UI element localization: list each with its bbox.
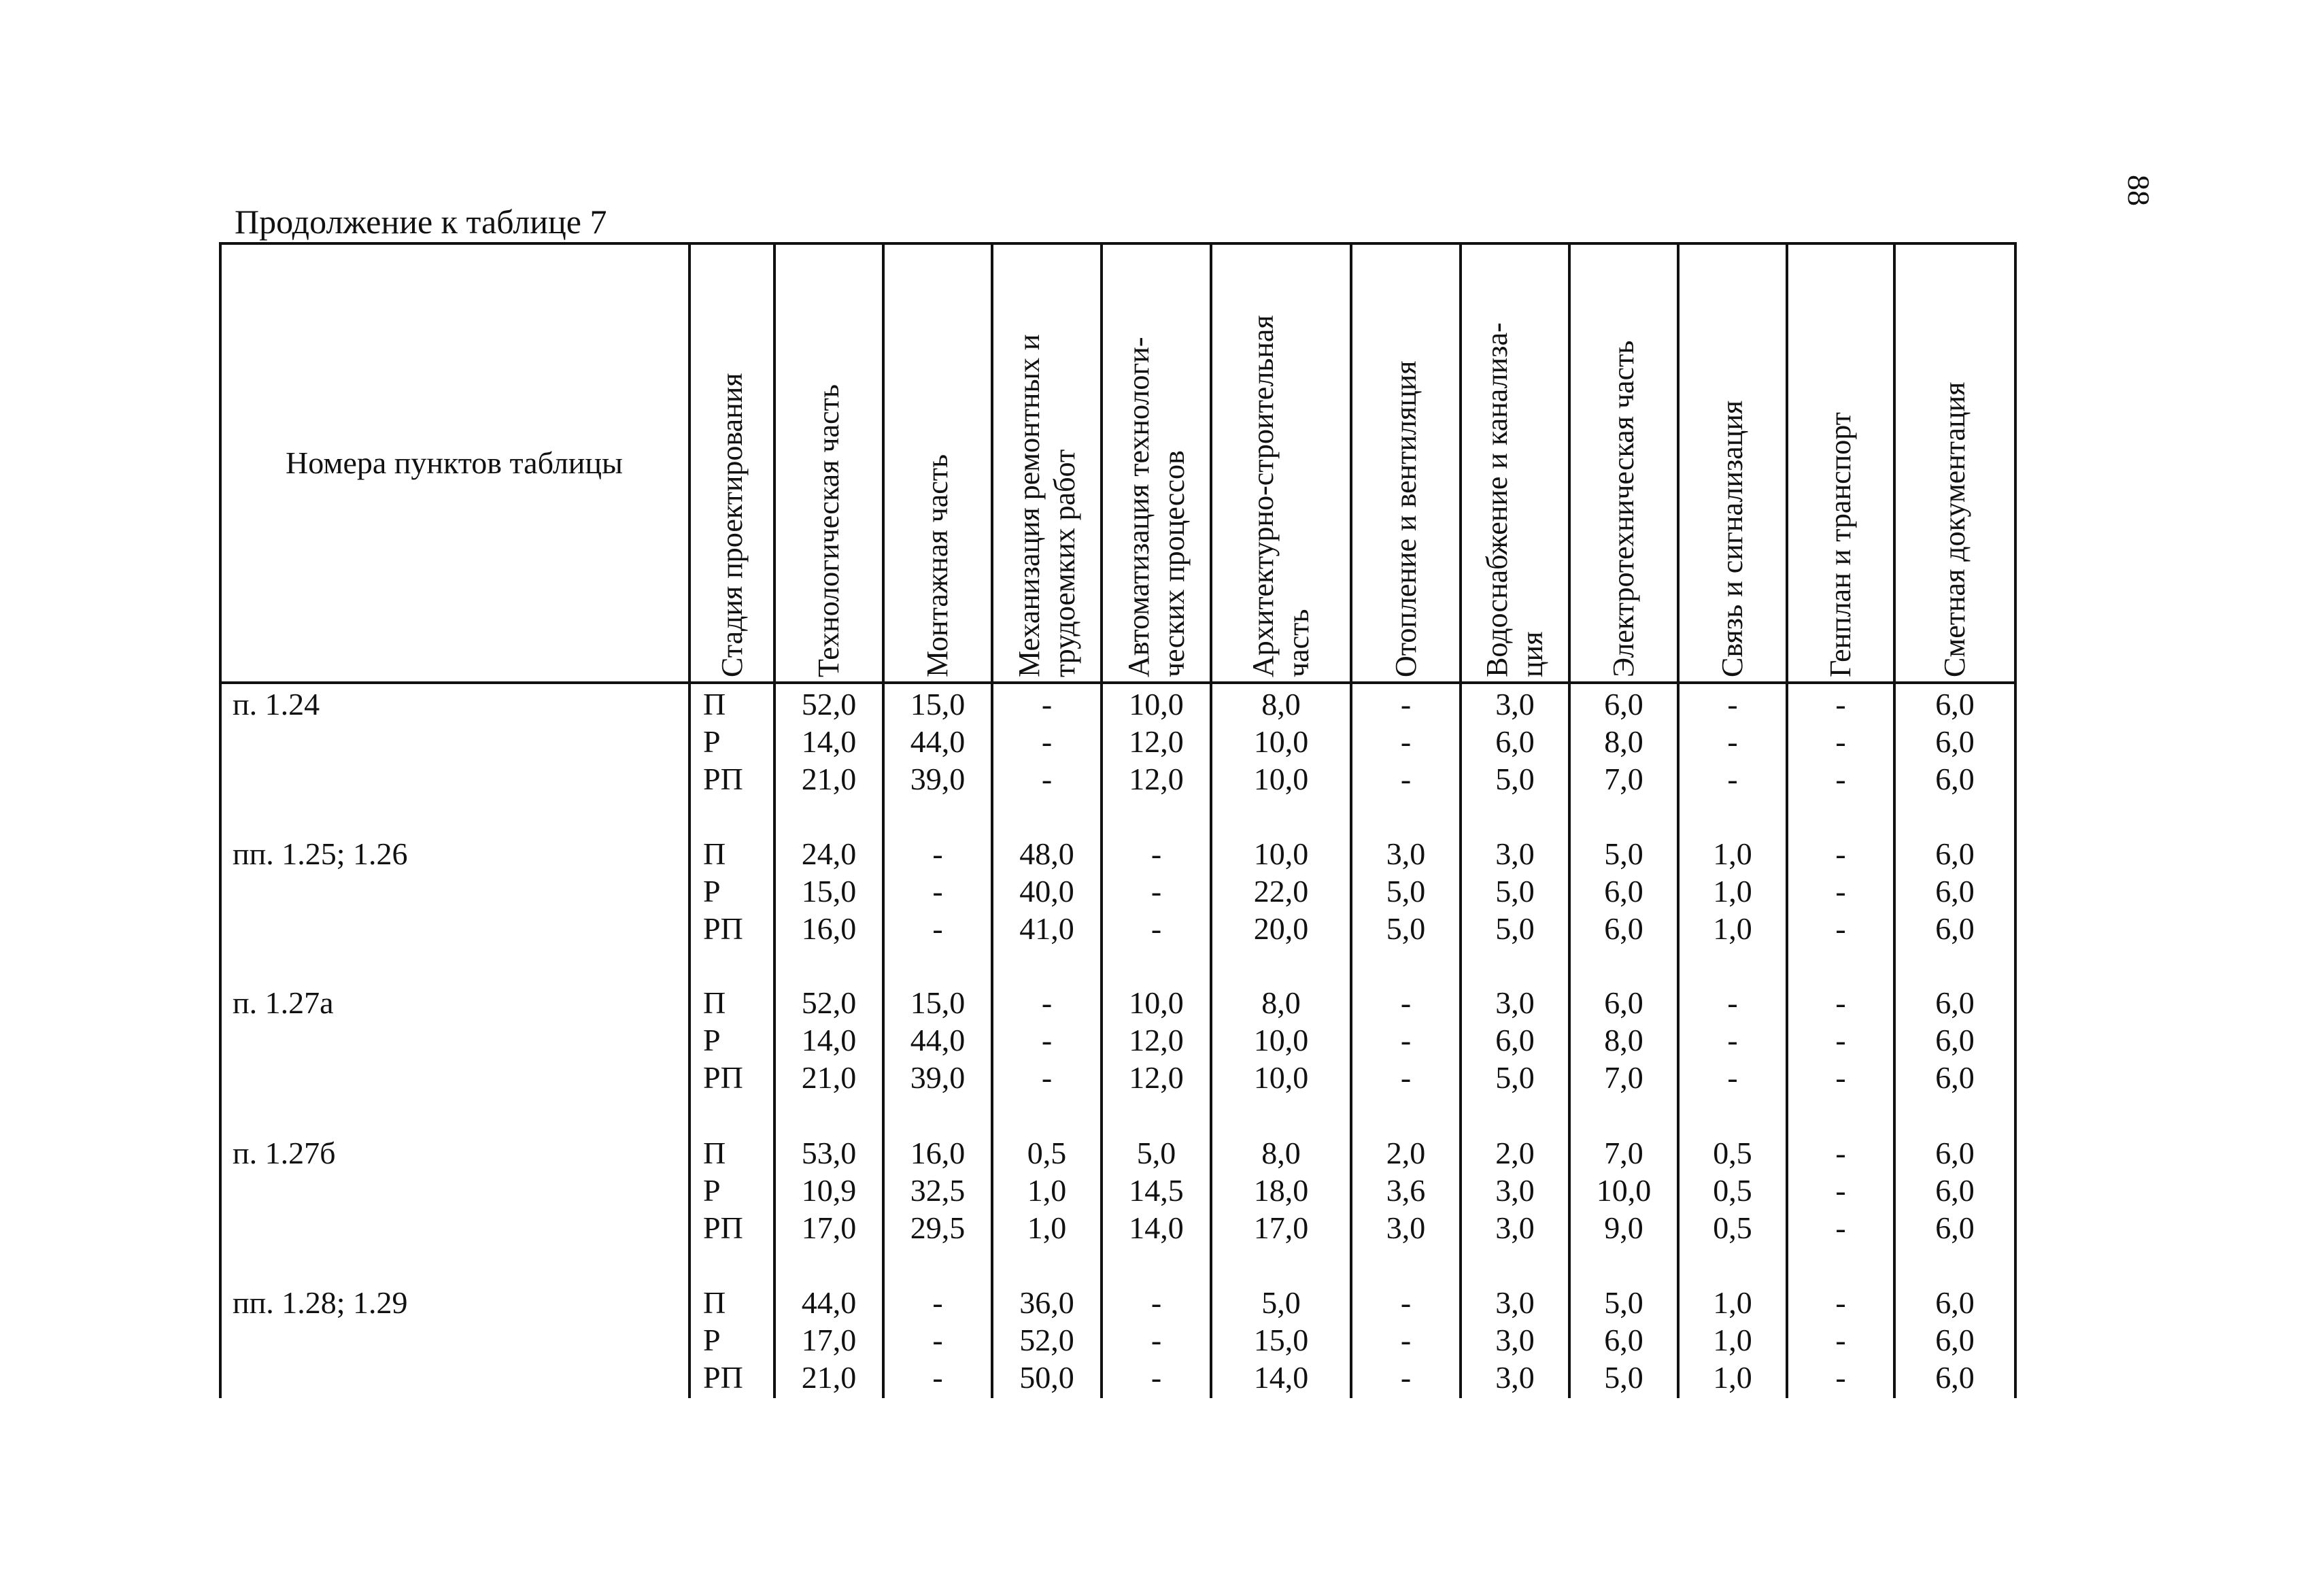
- value-cell: 3,0: [1495, 687, 1535, 721]
- value-cell: 52,0: [801, 687, 857, 721]
- value-cell: 3,0: [1495, 836, 1535, 871]
- value-cell: 10,0: [1129, 985, 1184, 1020]
- value-cell: 6,0: [1935, 1285, 1975, 1320]
- value-cell: -: [1835, 1173, 1846, 1208]
- value-cell: 7,0: [1604, 762, 1643, 796]
- header-line: Отопление и вентиляция: [1388, 360, 1422, 677]
- header-mechanization: [993, 242, 1100, 684]
- value-cell: 3,0: [1386, 1210, 1426, 1245]
- value-cell: 1,0: [1713, 836, 1752, 871]
- value-cell: -: [1835, 911, 1846, 946]
- value-cell: 16,0: [910, 1136, 966, 1170]
- group-label: пп. 1.28; 1.29: [233, 1285, 408, 1320]
- header-masterplan: [1788, 242, 1893, 684]
- value-cell: 41,0: [1019, 911, 1074, 946]
- header-communication: [1680, 242, 1786, 684]
- value-cell: 7,0: [1604, 1136, 1643, 1170]
- value-cell: 5,0: [1386, 911, 1426, 946]
- value-cell: 14,0: [801, 1023, 857, 1057]
- value-cell: 50,0: [1019, 1360, 1074, 1395]
- value-cell: 6,0: [1604, 874, 1643, 909]
- value-cell: 5,0: [1495, 1060, 1535, 1095]
- header-line: Электротехническая часть: [1607, 340, 1640, 677]
- value-cell: 6,0: [1935, 985, 1975, 1020]
- value-cell: 53,0: [801, 1136, 857, 1170]
- header-line: Архитектурно-строительная: [1246, 315, 1280, 677]
- value-cell: 6,0: [1604, 985, 1643, 1020]
- value-cell: -: [1151, 874, 1162, 909]
- value-cell: 5,0: [1604, 1360, 1643, 1395]
- stage-cell: РП: [703, 911, 743, 946]
- value-cell: -: [932, 836, 943, 871]
- value-cell: 6,0: [1935, 911, 1975, 946]
- value-cell: 6,0: [1935, 1210, 1975, 1245]
- header-line: Технологическая часть: [812, 384, 845, 677]
- value-cell: 1,0: [1713, 1323, 1752, 1357]
- group-label: п. 1.27а: [233, 985, 334, 1020]
- value-cell: 5,0: [1495, 874, 1535, 909]
- header-architectural: [1212, 242, 1350, 684]
- value-cell: -: [1835, 762, 1846, 796]
- header-line: Сметная документация: [1938, 381, 1971, 677]
- value-cell: 3,0: [1386, 836, 1426, 871]
- value-cell: 36,0: [1019, 1285, 1074, 1320]
- value-cell: 6,0: [1935, 1360, 1975, 1395]
- value-cell: -: [1400, 985, 1412, 1020]
- table-row: [219, 723, 2017, 760]
- value-cell: -: [1151, 1323, 1162, 1357]
- header-line: Стадия проектирования: [715, 373, 749, 677]
- value-cell: 39,0: [910, 762, 966, 796]
- header-line: Механизация ремонтных и: [1012, 334, 1046, 677]
- value-cell: 21,0: [801, 1060, 857, 1095]
- value-cell: 15,0: [1253, 1323, 1309, 1357]
- value-cell: 6,0: [1604, 687, 1643, 721]
- header-line: Генплан и транспорт: [1824, 412, 1857, 677]
- value-cell: 7,0: [1604, 1060, 1643, 1095]
- stage-cell: П: [703, 836, 726, 871]
- value-cell: 10,0: [1253, 724, 1309, 759]
- stage-cell: Р: [703, 1323, 721, 1357]
- table-row: [219, 835, 2017, 872]
- value-cell: 8,0: [1261, 1136, 1301, 1170]
- stage-cell: РП: [703, 1360, 743, 1395]
- value-cell: -: [1400, 1023, 1412, 1057]
- value-cell: 12,0: [1129, 724, 1184, 759]
- stage-cell: П: [703, 1136, 726, 1170]
- value-cell: 6,0: [1935, 1173, 1975, 1208]
- table-row: [219, 984, 2017, 1021]
- value-cell: 16,0: [801, 911, 857, 946]
- table-row: [219, 1134, 2017, 1172]
- value-cell: 10,0: [1253, 1023, 1309, 1057]
- group-label: п. 1.24: [233, 687, 320, 721]
- table-row: [219, 685, 2017, 723]
- value-cell: 18,0: [1253, 1173, 1309, 1208]
- value-cell: 0,5: [1713, 1210, 1752, 1245]
- table-row: [219, 1284, 2017, 1321]
- header-line: часть: [1282, 609, 1315, 677]
- value-cell: 6,0: [1935, 762, 1975, 796]
- value-cell: -: [1835, 1210, 1846, 1245]
- value-cell: 8,0: [1261, 985, 1301, 1020]
- stage-cell: П: [703, 1285, 726, 1320]
- stage-cell: Р: [703, 1023, 721, 1057]
- value-cell: 6,0: [1935, 1023, 1975, 1057]
- value-cell: 15,0: [910, 687, 966, 721]
- stage-cell: Р: [703, 874, 721, 909]
- value-cell: -: [1400, 1060, 1412, 1095]
- header-line: Связь и сигнализация: [1716, 400, 1749, 677]
- value-cell: -: [1727, 724, 1738, 759]
- value-cell: 22,0: [1253, 874, 1309, 909]
- value-cell: 5,0: [1495, 762, 1535, 796]
- value-cell: -: [1151, 911, 1162, 946]
- value-cell: -: [1835, 1060, 1846, 1095]
- data-table: [219, 242, 2017, 1398]
- value-cell: -: [1400, 1360, 1412, 1395]
- value-cell: -: [1400, 687, 1412, 721]
- value-cell: 9,0: [1604, 1210, 1643, 1245]
- value-cell: -: [1835, 874, 1846, 909]
- value-cell: -: [1835, 1023, 1846, 1057]
- value-cell: -: [1835, 985, 1846, 1020]
- header-estimate: [1896, 242, 2014, 684]
- value-cell: 3,0: [1495, 985, 1535, 1020]
- table-row: [219, 1321, 2017, 1359]
- value-cell: 44,0: [910, 1023, 966, 1057]
- value-cell: -: [1727, 1023, 1738, 1057]
- table-row: [219, 1059, 2017, 1096]
- value-cell: -: [1835, 1360, 1846, 1395]
- value-cell: 3,6: [1386, 1173, 1426, 1208]
- group-label: п. 1.27б: [233, 1136, 336, 1170]
- value-cell: 1,0: [1713, 874, 1752, 909]
- table-row: [219, 910, 2017, 947]
- table-row: [219, 1209, 2017, 1246]
- value-cell: 21,0: [801, 1360, 857, 1395]
- value-cell: 17,0: [801, 1210, 857, 1245]
- value-cell: 5,0: [1386, 874, 1426, 909]
- value-cell: -: [1400, 724, 1412, 759]
- stage-cell: РП: [703, 1060, 743, 1095]
- value-cell: 1,0: [1713, 911, 1752, 946]
- value-cell: 15,0: [801, 874, 857, 909]
- value-cell: 52,0: [1019, 1323, 1074, 1357]
- value-cell: 14,0: [801, 724, 857, 759]
- value-cell: 6,0: [1604, 911, 1643, 946]
- value-cell: 10,0: [1253, 1060, 1309, 1095]
- table-row: [219, 1172, 2017, 1209]
- value-cell: 29,5: [910, 1210, 966, 1245]
- stage-cell: П: [703, 687, 726, 721]
- value-cell: -: [1835, 724, 1846, 759]
- value-cell: 14,5: [1129, 1173, 1184, 1208]
- value-cell: -: [1727, 762, 1738, 796]
- value-cell: -: [1727, 985, 1738, 1020]
- value-cell: 6,0: [1935, 874, 1975, 909]
- stage-cell: РП: [703, 762, 743, 796]
- table-row: [219, 1021, 2017, 1059]
- value-cell: 1,0: [1027, 1173, 1067, 1208]
- header-line: ция: [1516, 631, 1549, 677]
- stage-cell: Р: [703, 1173, 721, 1208]
- value-cell: 6,0: [1935, 1060, 1975, 1095]
- value-cell: -: [1041, 687, 1053, 721]
- table-row: [219, 1359, 2017, 1396]
- value-cell: -: [1041, 1023, 1053, 1057]
- value-cell: 5,0: [1261, 1285, 1301, 1320]
- value-cell: -: [1835, 1136, 1846, 1170]
- value-cell: 10,0: [1253, 836, 1309, 871]
- value-cell: 44,0: [910, 724, 966, 759]
- value-cell: 6,0: [1935, 836, 1975, 871]
- value-cell: -: [932, 874, 943, 909]
- value-cell: 1,0: [1713, 1360, 1752, 1395]
- value-cell: 0,5: [1713, 1173, 1752, 1208]
- value-cell: 0,5: [1027, 1136, 1067, 1170]
- value-cell: -: [1151, 836, 1162, 871]
- value-cell: -: [1727, 1060, 1738, 1095]
- group-label: пп. 1.25; 1.26: [233, 836, 408, 871]
- value-cell: 5,0: [1604, 1285, 1643, 1320]
- value-cell: 6,0: [1935, 724, 1975, 759]
- value-cell: 6,0: [1604, 1323, 1643, 1357]
- value-cell: 14,0: [1253, 1360, 1309, 1395]
- header-heating: [1352, 242, 1459, 684]
- value-cell: 5,0: [1495, 911, 1535, 946]
- value-cell: 3,0: [1495, 1173, 1535, 1208]
- value-cell: 6,0: [1495, 1023, 1535, 1057]
- value-cell: 20,0: [1253, 911, 1309, 946]
- value-cell: 5,0: [1604, 836, 1643, 871]
- value-cell: -: [1041, 1060, 1053, 1095]
- value-cell: 12,0: [1129, 1023, 1184, 1057]
- value-cell: 5,0: [1136, 1136, 1176, 1170]
- table-caption: Продолжение к таблице 7: [235, 203, 607, 241]
- page-number: 88: [2121, 175, 2156, 206]
- value-cell: 17,0: [801, 1323, 857, 1357]
- header-line: Монтажная часть: [921, 454, 954, 677]
- value-cell: 3,0: [1495, 1323, 1535, 1357]
- stage-cell: Р: [703, 724, 721, 759]
- value-cell: 1,0: [1713, 1285, 1752, 1320]
- value-cell: 17,0: [1253, 1210, 1309, 1245]
- value-cell: 10,0: [1596, 1173, 1652, 1208]
- value-cell: -: [932, 1360, 943, 1395]
- value-cell: 10,0: [1253, 762, 1309, 796]
- header-line: трудоемких работ: [1047, 449, 1081, 677]
- value-cell: 10,0: [1129, 687, 1184, 721]
- value-cell: 8,0: [1261, 687, 1301, 721]
- value-cell: 3,0: [1495, 1210, 1535, 1245]
- value-cell: 8,0: [1604, 724, 1643, 759]
- value-cell: 3,0: [1495, 1285, 1535, 1320]
- value-cell: 15,0: [910, 985, 966, 1020]
- value-cell: 2,0: [1386, 1136, 1426, 1170]
- value-cell: 12,0: [1129, 762, 1184, 796]
- value-cell: -: [932, 911, 943, 946]
- stage-cell: РП: [703, 1210, 743, 1245]
- value-cell: -: [932, 1323, 943, 1357]
- value-cell: -: [1400, 762, 1412, 796]
- header-water: [1462, 242, 1568, 684]
- value-cell: 44,0: [801, 1285, 857, 1320]
- value-cell: -: [1835, 1285, 1846, 1320]
- value-cell: -: [1835, 836, 1846, 871]
- value-cell: 39,0: [910, 1060, 966, 1095]
- header-line: ческих процессов: [1157, 450, 1191, 677]
- value-cell: -: [1400, 1323, 1412, 1357]
- header-electrical: [1571, 242, 1677, 684]
- value-cell: 8,0: [1604, 1023, 1643, 1057]
- table-row: [219, 760, 2017, 798]
- header-automation: [1103, 242, 1210, 684]
- header-stage: [691, 242, 773, 684]
- table-row: [219, 872, 2017, 910]
- value-cell: 48,0: [1019, 836, 1074, 871]
- value-cell: 24,0: [801, 836, 857, 871]
- value-cell: -: [1835, 1323, 1846, 1357]
- value-cell: -: [1041, 724, 1053, 759]
- value-cell: 6,0: [1495, 724, 1535, 759]
- value-cell: 1,0: [1027, 1210, 1067, 1245]
- value-cell: 32,5: [910, 1173, 966, 1208]
- value-cell: -: [1041, 762, 1053, 796]
- value-cell: 0,5: [1713, 1136, 1752, 1170]
- value-cell: 6,0: [1935, 687, 1975, 721]
- header-installation: [885, 242, 991, 684]
- value-cell: 52,0: [801, 985, 857, 1020]
- value-cell: 6,0: [1935, 1323, 1975, 1357]
- value-cell: 40,0: [1019, 874, 1074, 909]
- value-cell: -: [1400, 1285, 1412, 1320]
- value-cell: 3,0: [1495, 1360, 1535, 1395]
- value-cell: -: [1727, 687, 1738, 721]
- header-technological: [776, 242, 882, 684]
- value-cell: 12,0: [1129, 1060, 1184, 1095]
- value-cell: -: [1835, 687, 1846, 721]
- header-title: Номера пунктов таблицы: [286, 445, 623, 480]
- value-cell: 10,9: [801, 1173, 857, 1208]
- stage-cell: П: [703, 985, 726, 1020]
- value-cell: 14,0: [1129, 1210, 1184, 1245]
- value-cell: -: [932, 1285, 943, 1320]
- header-line: Водоснабжение и канализа-: [1480, 322, 1514, 677]
- value-cell: 21,0: [801, 762, 857, 796]
- value-cell: -: [1041, 985, 1053, 1020]
- value-cell: -: [1151, 1285, 1162, 1320]
- value-cell: 6,0: [1935, 1136, 1975, 1170]
- value-cell: 2,0: [1495, 1136, 1535, 1170]
- value-cell: -: [1151, 1360, 1162, 1395]
- header-line: Автоматизация технологи-: [1121, 337, 1155, 677]
